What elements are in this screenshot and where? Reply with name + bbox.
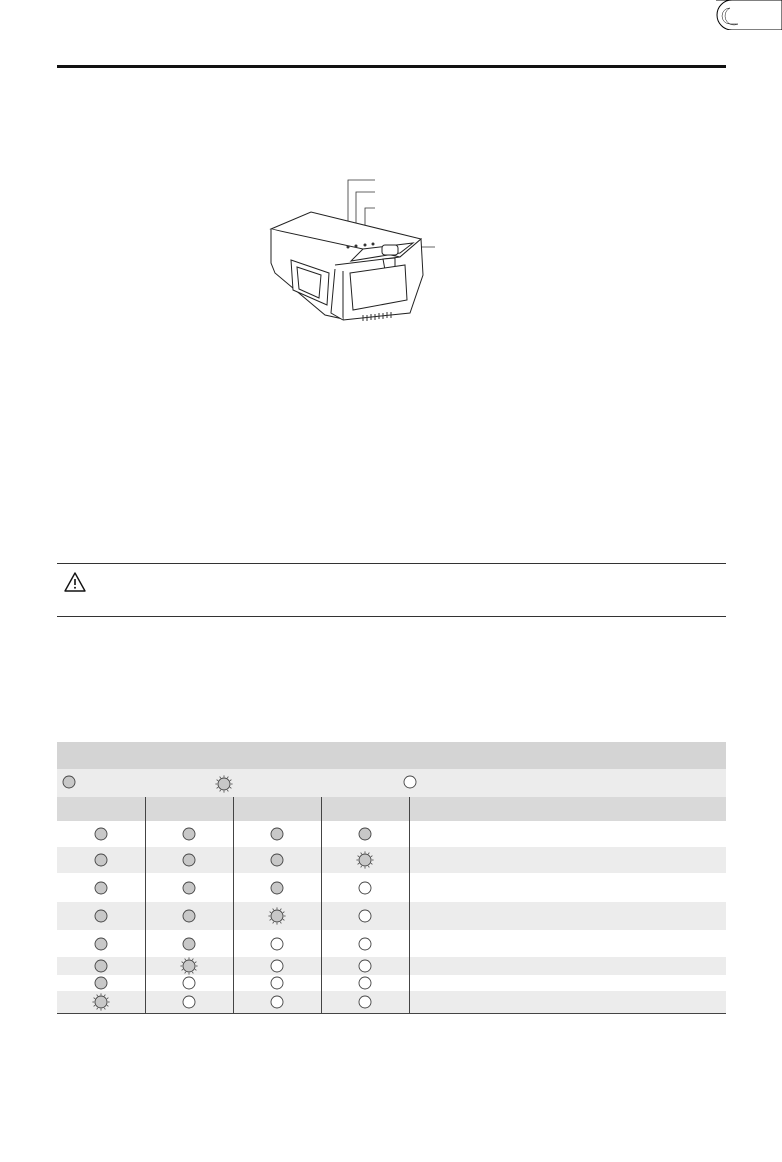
led-solid-icon — [57, 976, 145, 990]
battery-level-led-table — [57, 742, 726, 1014]
header-rule — [57, 65, 726, 68]
col-header-led3 — [233, 797, 321, 821]
led-off-icon — [403, 775, 417, 789]
table-header-row — [57, 797, 726, 821]
intelligent-flight-battery-illustration — [255, 165, 445, 330]
led-solid-icon — [146, 909, 233, 923]
led-solid-icon — [146, 881, 233, 895]
pdf-bookmark-icon[interactable] — [716, 0, 782, 30]
led-cell — [321, 991, 409, 1013]
battery-level-cell — [409, 930, 726, 957]
battery-level-cell — [409, 991, 726, 1013]
led-cell — [321, 902, 409, 930]
led-blinking-icon — [215, 775, 233, 793]
col-header-led4 — [321, 797, 409, 821]
col-header-led1 — [57, 797, 145, 821]
led-solid-icon — [146, 937, 233, 951]
led-cell — [321, 821, 409, 847]
led-off-icon — [322, 909, 409, 923]
table-row — [57, 957, 726, 975]
warning-triangle-icon — [64, 572, 86, 592]
battery-level-cell — [409, 873, 726, 902]
led-off-icon — [322, 937, 409, 951]
led-cell — [233, 991, 321, 1013]
legend-item-off — [403, 775, 423, 789]
led-cell — [57, 847, 145, 873]
table-row — [57, 975, 726, 991]
led-solid-icon — [57, 853, 145, 867]
table-row — [57, 991, 726, 1013]
led-cell — [57, 873, 145, 902]
led-solid-icon — [57, 881, 145, 895]
led-legend — [57, 769, 726, 797]
led-cell — [321, 957, 409, 975]
table-row — [57, 847, 726, 873]
table-row — [57, 873, 726, 902]
led-cell — [57, 991, 145, 1013]
battery-level-cell — [409, 821, 726, 847]
led-table-title — [57, 742, 726, 769]
led-cell — [57, 975, 145, 991]
led-blinking-icon — [322, 851, 409, 869]
led-status-table — [57, 797, 726, 1014]
table-row — [57, 930, 726, 957]
led-off-icon — [322, 959, 409, 973]
led-solid-icon — [234, 853, 321, 867]
led-cell — [145, 957, 233, 975]
led-cell — [57, 957, 145, 975]
led-cell — [145, 902, 233, 930]
led-cell — [321, 873, 409, 902]
led-cell — [233, 847, 321, 873]
led-cell — [321, 975, 409, 991]
warning-text — [96, 574, 716, 610]
led-cell — [321, 847, 409, 873]
led-cell — [233, 821, 321, 847]
led-off-icon — [146, 995, 233, 1009]
led-cell — [233, 930, 321, 957]
led-solid-icon — [146, 853, 233, 867]
led-off-icon — [234, 959, 321, 973]
led-cell — [57, 902, 145, 930]
led-cell — [145, 847, 233, 873]
led-solid-icon — [57, 909, 145, 923]
led-table-body — [57, 821, 726, 1013]
led-solid-icon — [57, 937, 145, 951]
led-blinking-icon — [57, 993, 145, 1011]
led-off-icon — [322, 995, 409, 1009]
led-solid-icon — [62, 775, 76, 789]
led-solid-icon — [322, 827, 409, 841]
led-cell — [233, 975, 321, 991]
led-cell — [233, 873, 321, 902]
led-cell — [145, 821, 233, 847]
led-blinking-icon — [234, 907, 321, 925]
led-off-icon — [146, 976, 233, 990]
led-blinking-icon — [146, 957, 233, 975]
table-row — [57, 821, 726, 847]
led-cell — [57, 821, 145, 847]
led-off-icon — [234, 976, 321, 990]
led-off-icon — [234, 995, 321, 1009]
led-solid-icon — [234, 827, 321, 841]
legend-item-on — [62, 775, 82, 789]
led-cell — [57, 930, 145, 957]
led-cell — [145, 975, 233, 991]
led-cell — [321, 930, 409, 957]
led-cell — [233, 957, 321, 975]
led-solid-icon — [57, 827, 145, 841]
led-off-icon — [322, 881, 409, 895]
battery-level-cell — [409, 975, 726, 991]
led-solid-icon — [146, 827, 233, 841]
led-cell — [145, 991, 233, 1013]
battery-level-cell — [409, 847, 726, 873]
col-header-level — [409, 797, 726, 821]
col-header-led2 — [145, 797, 233, 821]
warning-rule-top — [57, 563, 726, 564]
legend-item-blink — [215, 775, 239, 793]
table-row — [57, 902, 726, 930]
led-cell — [145, 930, 233, 957]
led-cell — [233, 902, 321, 930]
led-off-icon — [322, 976, 409, 990]
led-solid-icon — [57, 959, 145, 973]
battery-level-cell — [409, 902, 726, 930]
warning-rule-bottom — [57, 616, 726, 617]
battery-level-cell — [409, 957, 726, 975]
led-solid-icon — [234, 881, 321, 895]
led-off-icon — [234, 937, 321, 951]
led-cell — [145, 873, 233, 902]
